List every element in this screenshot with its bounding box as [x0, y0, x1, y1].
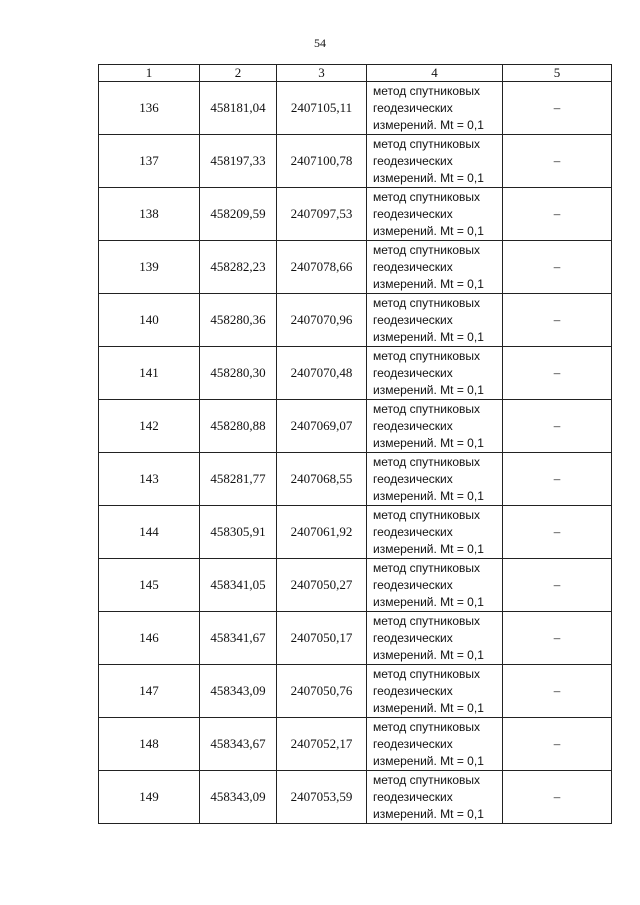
point-number-cell: 136: [99, 82, 200, 135]
header-row: [99, 65, 612, 82]
method-line: геодезических: [373, 577, 453, 592]
method-line: метод спутниковых: [373, 560, 481, 575]
method-line: метод спутниковых: [373, 295, 481, 310]
note-cell: –: [503, 400, 612, 453]
method-line: измерений. Mt = 0,1: [373, 170, 484, 185]
method-line: метод спутниковых: [373, 613, 481, 628]
x-coordinate-cell: 458343,67: [200, 718, 277, 771]
method-line: метод спутниковых: [373, 719, 481, 734]
note-cell: –: [503, 612, 612, 665]
point-number-cell: 142: [99, 400, 200, 453]
y-coordinate-cell: 2407061,92: [277, 506, 367, 559]
method-line: измерений. Mt = 0,1: [373, 382, 484, 397]
y-coordinate-cell: 2407050,27: [277, 559, 367, 612]
note-cell: –: [503, 241, 612, 294]
note-cell: –: [503, 453, 612, 506]
point-number-cell: 149: [99, 771, 200, 824]
point-number-cell: 138: [99, 188, 200, 241]
method-line: измерений. Mt = 0,1: [373, 647, 484, 662]
table-row: [99, 612, 612, 665]
table-body: [99, 82, 612, 824]
method-line: метод спутниковых: [373, 454, 481, 469]
method-cell: [367, 665, 503, 718]
point-number-cell: 147: [99, 665, 200, 718]
method-cell: [367, 188, 503, 241]
y-coordinate-cell: 2407070,96: [277, 294, 367, 347]
x-coordinate-cell: 458341,05: [200, 559, 277, 612]
method-line: измерений. Mt = 0,1: [373, 435, 484, 450]
method-line: измерений. Mt = 0,1: [373, 541, 484, 556]
note-cell: –: [503, 771, 612, 824]
header-col-2: 2: [200, 65, 277, 82]
page-number: 54: [314, 36, 326, 50]
point-number-cell: 145: [99, 559, 200, 612]
method-cell: [367, 135, 503, 188]
method-line: геодезических: [373, 100, 453, 115]
table-row: [99, 135, 612, 188]
note-cell: –: [503, 718, 612, 771]
table-row: [99, 506, 612, 559]
y-coordinate-cell: 2407050,17: [277, 612, 367, 665]
method-line: геодезических: [373, 312, 453, 327]
point-number-cell: 144: [99, 506, 200, 559]
method-cell: [367, 718, 503, 771]
point-number-cell: 140: [99, 294, 200, 347]
method-line: метод спутниковых: [373, 772, 481, 787]
x-coordinate-cell: 458282,23: [200, 241, 277, 294]
method-cell: [367, 559, 503, 612]
method-line: геодезических: [373, 789, 453, 804]
method-cell: [367, 347, 503, 400]
method-cell: [367, 241, 503, 294]
x-coordinate-cell: 458281,77: [200, 453, 277, 506]
method-line: метод спутниковых: [373, 666, 481, 681]
note-cell: –: [503, 188, 612, 241]
note-cell: –: [503, 82, 612, 135]
method-cell: [367, 400, 503, 453]
method-line: метод спутниковых: [373, 83, 481, 98]
x-coordinate-cell: 458343,09: [200, 665, 277, 718]
method-line: метод спутниковых: [373, 348, 481, 363]
y-coordinate-cell: 2407069,07: [277, 400, 367, 453]
method-line: геодезических: [373, 259, 453, 274]
x-coordinate-cell: 458341,67: [200, 612, 277, 665]
note-cell: –: [503, 506, 612, 559]
method-line: метод спутниковых: [373, 401, 481, 416]
method-line: геодезических: [373, 365, 453, 380]
header-col-4: 4: [367, 65, 503, 82]
method-cell: [367, 453, 503, 506]
method-cell: [367, 506, 503, 559]
method-line: метод спутниковых: [373, 189, 481, 204]
point-number-cell: 143: [99, 453, 200, 506]
table-row: [99, 82, 612, 135]
table-row: [99, 400, 612, 453]
table-row: [99, 771, 612, 824]
method-line: метод спутниковых: [373, 507, 481, 522]
method-cell: [367, 612, 503, 665]
coordinates-table: [98, 64, 612, 824]
method-line: геодезических: [373, 153, 453, 168]
method-line: геодезических: [373, 630, 453, 645]
method-line: измерений. Mt = 0,1: [373, 488, 484, 503]
table-row: [99, 188, 612, 241]
method-line: измерений. Mt = 0,1: [373, 700, 484, 715]
table-row: [99, 453, 612, 506]
y-coordinate-cell: 2407100,78: [277, 135, 367, 188]
table-row: [99, 718, 612, 771]
method-line: измерений. Mt = 0,1: [373, 806, 484, 821]
header-col-5: 5: [503, 65, 612, 82]
y-coordinate-cell: 2407068,55: [277, 453, 367, 506]
x-coordinate-cell: 458209,59: [200, 188, 277, 241]
point-number-cell: 141: [99, 347, 200, 400]
x-coordinate-cell: 458280,88: [200, 400, 277, 453]
method-line: геодезических: [373, 736, 453, 751]
table-row: [99, 347, 612, 400]
method-line: метод спутниковых: [373, 136, 481, 151]
x-coordinate-cell: 458280,36: [200, 294, 277, 347]
method-cell: [367, 294, 503, 347]
table-row: [99, 665, 612, 718]
point-number-cell: 146: [99, 612, 200, 665]
y-coordinate-cell: 2407105,11: [277, 82, 367, 135]
x-coordinate-cell: 458197,33: [200, 135, 277, 188]
y-coordinate-cell: 2407070,48: [277, 347, 367, 400]
method-cell: [367, 82, 503, 135]
point-number-cell: 139: [99, 241, 200, 294]
header-col-1: 1: [99, 65, 200, 82]
note-cell: –: [503, 665, 612, 718]
header-col-3: 3: [277, 65, 367, 82]
y-coordinate-cell: 2407053,59: [277, 771, 367, 824]
x-coordinate-cell: 458305,91: [200, 506, 277, 559]
method-line: измерений. Mt = 0,1: [373, 276, 484, 291]
method-line: метод спутниковых: [373, 242, 481, 257]
y-coordinate-cell: 2407097,53: [277, 188, 367, 241]
method-line: измерений. Mt = 0,1: [373, 117, 484, 132]
note-cell: –: [503, 347, 612, 400]
method-line: измерений. Mt = 0,1: [373, 594, 484, 609]
method-line: измерений. Mt = 0,1: [373, 753, 484, 768]
y-coordinate-cell: 2407050,76: [277, 665, 367, 718]
method-cell: [367, 771, 503, 824]
method-line: геодезических: [373, 471, 453, 486]
x-coordinate-cell: 458343,09: [200, 771, 277, 824]
x-coordinate-cell: 458280,30: [200, 347, 277, 400]
note-cell: –: [503, 559, 612, 612]
table-row: [99, 559, 612, 612]
table-row: [99, 294, 612, 347]
x-coordinate-cell: 458181,04: [200, 82, 277, 135]
method-line: измерений. Mt = 0,1: [373, 223, 484, 238]
note-cell: –: [503, 135, 612, 188]
point-number-cell: 137: [99, 135, 200, 188]
method-line: геодезических: [373, 524, 453, 539]
y-coordinate-cell: 2407052,17: [277, 718, 367, 771]
note-cell: –: [503, 294, 612, 347]
method-line: геодезических: [373, 418, 453, 433]
method-line: геодезических: [373, 683, 453, 698]
table-header: [99, 65, 612, 82]
method-line: геодезических: [373, 206, 453, 221]
table-row: [99, 241, 612, 294]
point-number-cell: 148: [99, 718, 200, 771]
y-coordinate-cell: 2407078,66: [277, 241, 367, 294]
method-line: измерений. Mt = 0,1: [373, 329, 484, 344]
